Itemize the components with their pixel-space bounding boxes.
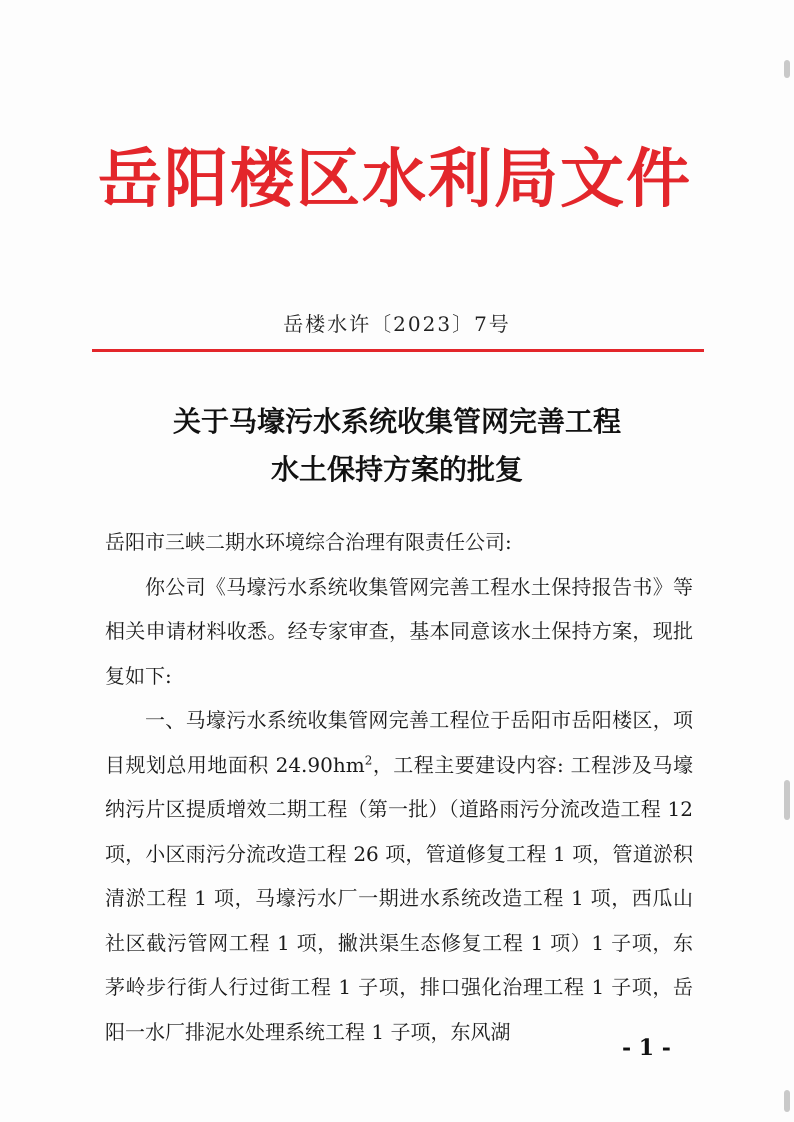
document-body	[105, 520, 693, 1054]
document-title	[0, 398, 794, 494]
paragraph-2-text-a: 一、马壕污水系统收集管网完善工程位于岳阳市岳阳楼区，项目规划总用地面积 24.90hm	[105, 708, 693, 777]
page-number: - 1 -	[622, 1035, 671, 1061]
document-number: 岳楼水许〔2023〕7号	[283, 312, 511, 336]
title-line-2: 水土保持方案的批复	[270, 453, 523, 486]
paragraph-2-text-b: ，工程主要建设内容: 工程涉及马壕纳污片区提质增效二期工程（第一批）（道路雨污分流改造工程 12 项，小区雨污分流改造工程 26 项，管道修复工程 1 项，管道淤积清淤工程 1 项，马壕污水厂一期进水系统改造工程 1 项，西瓜山社区截污管网工程 1 项，撇洪渠生态修复工程 1 项）1 子项，东茅岭步行街人行过街工程 1 子项，排口强化治理工程 1 子项，岳阳一水厂排泥水处理系统工程 1 子项，东风湖	[105, 752, 693, 1044]
paragraph-1: 你公司《马壕污水系统收集管网完善工程水土保持报告书》等相关申请材料收悉。经专家审查，基本同意该水土保持方案，现批复如下:	[105, 574, 693, 688]
red-divider-line	[92, 349, 704, 352]
paragraph-2	[105, 698, 693, 1054]
addressee: 岳阳市三峡二期水环境综合治理有限责任公司:	[105, 530, 512, 554]
scan-edge-mark	[784, 780, 790, 820]
agency-header-title: 岳阳楼区水利局文件	[98, 142, 692, 217]
scan-edge-mark	[784, 60, 790, 78]
title-line-1: 关于马壕污水系统收集管网完善工程	[172, 405, 621, 438]
scan-edge-mark	[784, 1090, 790, 1112]
superscript-2: 2	[364, 752, 373, 767]
